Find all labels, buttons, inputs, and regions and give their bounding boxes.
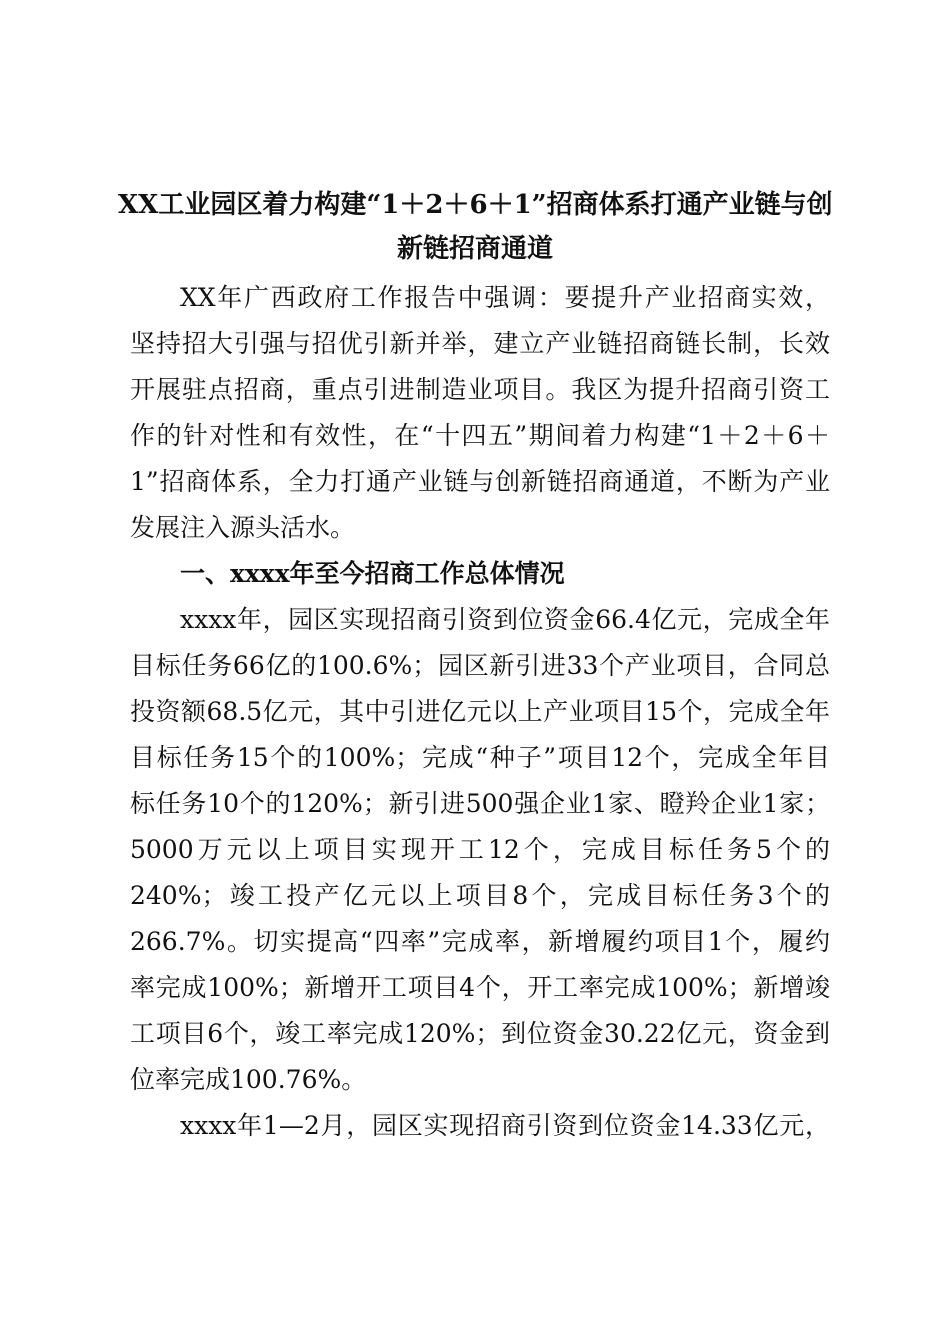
document-title-line-1 — [118, 183, 832, 229]
results-paragraph — [130, 597, 830, 1103]
paragraph-line: 目标任务15个的100%；完成“种子”项目12个，完成全年目 — [130, 743, 830, 772]
paragraph-line: 开展驻点招商，重点引进制造业项目。我区为提升招商引资工 — [130, 375, 830, 404]
paragraph-line: 5000万元以上项目实现开工12个，完成目标任务5个的 — [130, 835, 830, 864]
paragraph-line: 目标任务66亿的100.6%；园区新引进33个产业项目，合同总 — [130, 651, 830, 680]
paragraph-line: 266.7%。切实提高“四率”完成率，新增履约项目1个，履约 — [130, 927, 830, 956]
document-title-line-2 — [118, 227, 832, 273]
paragraph-line: xxxx年，园区实现招商引资到位资金66.4亿元，完成全年 — [180, 605, 830, 634]
paragraph-line: XX年广西政府工作报告中强调：要提升产业招商实效， — [180, 283, 830, 312]
title-text: XX工业园区着力构建“1＋2＋6＋1”招商体系打通产业链与创 — [118, 190, 833, 220]
paragraph-line: 投资额68.5亿元，其中引进亿元以上产业项目15个，完成全年 — [130, 697, 830, 726]
section-heading: 一、xxxx年至今招商工作总体情况 — [180, 559, 565, 588]
paragraph-line: 作的针对性和有效性，在“十四五”期间着力构建“1＋2＋6＋ — [130, 421, 830, 450]
next-paragraph — [130, 1103, 830, 1149]
paragraph-line: 发展注入源头活水。 — [130, 513, 356, 542]
intro-paragraph — [130, 275, 830, 551]
paragraph-line: 率完成100%；新增开工项目4个，开工率完成100%；新增竣 — [130, 973, 830, 1002]
paragraph-line: 坚持招大引强与招优引新并举，建立产业链招商链长制，长效 — [130, 329, 830, 358]
paragraph-line: 位率完成100.76%。 — [130, 1065, 367, 1094]
paragraph-line: 240%；竣工投产亿元以上项目8个，完成目标任务3个的 — [130, 881, 830, 910]
paragraph-line: xxxx年1—2月，园区实现招商引资到位资金14.33亿元， — [180, 1111, 830, 1140]
title-text: 新链招商通道 — [396, 234, 553, 264]
paragraph-line: 工项目6个，竣工率完成120%；到位资金30.22亿元，资金到 — [130, 1019, 830, 1048]
paragraph-line: 1”招商体系，全力打通产业链与创新链招商通道，不断为产业 — [130, 467, 830, 496]
paragraph-line: 标任务10个的120%；新引进500强企业1家、瞪羚企业1家； — [130, 789, 830, 818]
